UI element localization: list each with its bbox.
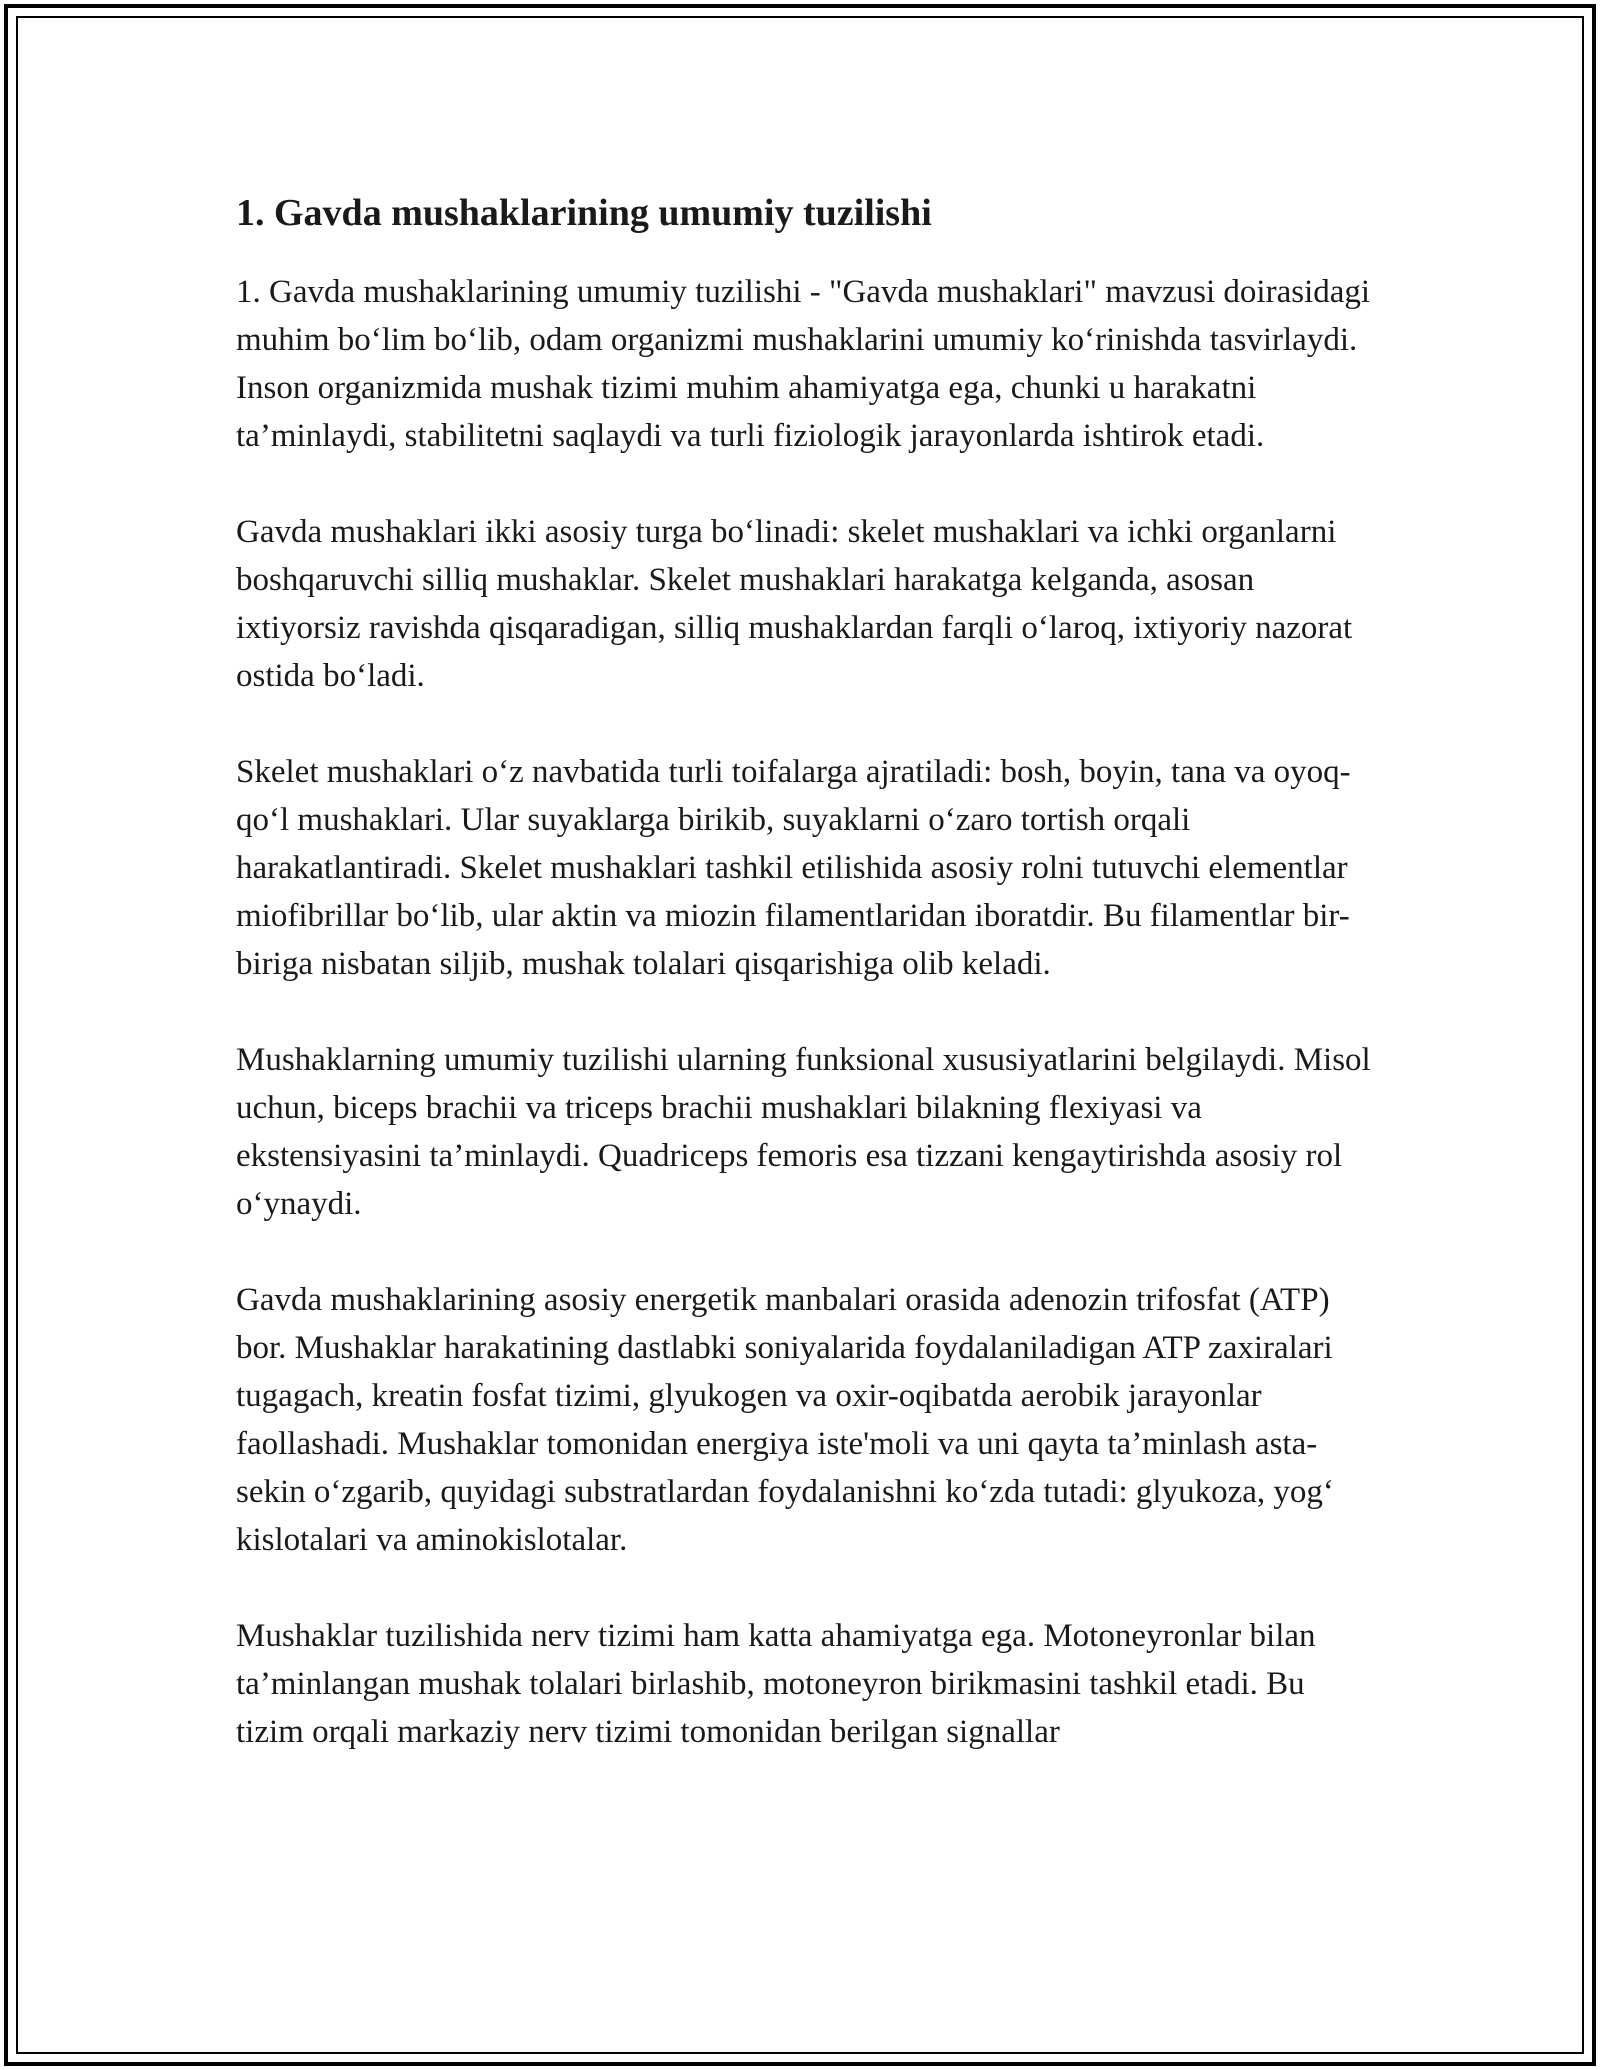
paragraph-3: Skelet mushaklari o‘z navbatida turli toifalarga ajratiladi: bosh, boyin, tana va oyoq-qo‘l mushaklari. Ular suyaklarga birikib, suyaklarni o‘zaro tortish orqali harakatlantiradi. Skelet mushaklari tashkil etilishida asosiy rolni tutuvchi elementlar miofibrillar bo‘lib, ular aktin va miozin filamentlaridan iboratdir. Bu filamentlar bir-biriga nisbatan siljib, mushak tolalari qisqarishiga olib keladi. [236, 754, 1351, 982]
paragraph-4: Mushaklarning umumiy tuzilishi ularning funksional xususiyatlarini belgilaydi. Misol uchun, biceps brachii va triceps brachii mushaklari bilakning flexiyasi va ekstensiyasini ta’minlaydi. Quadriceps femoris esa tizzani kengaytirishda asosiy rol o‘ynaydi. [236, 1042, 1371, 1222]
section-heading: 1. Gavda mushaklarining umumiy tuzilishi [236, 192, 932, 234]
paragraph-5: Gavda mushaklarining asosiy energetik manbalari orasida adenozin trifosfat (ATP) bor. Mushaklar harakatining dastlabki soniyalarida foydalaniladigan ATP zaxiralari tugagach, kreatin fosfat tizimi, glyukogen va oxir-oqibatda aerobik jarayonlar faollashadi. Mushaklar tomonidan energiya iste'moli va uni qayta ta’minlash asta-sekin o‘zgarib, quyidagi substratlardan foydalanishni ko‘zda tutadi: glyukoza, yog‘ kislotalari va aminokislotalar. [236, 1282, 1334, 1558]
paragraph-1: 1. Gavda mushaklarining umumiy tuzilishi - "Gavda mushaklari" mavzusi doirasidagi muhim bo‘lim bo‘lib, odam organizmi mushaklarini umumiy ko‘rinishda tasvirlaydi. Inson organizmida mushak tizimi muhim ahamiyatga ega, chunki u harakatni ta’minlaydi, stabilitetni saqlaydi va turli fiziologik jarayonlarda ishtirok etadi. [236, 274, 1371, 454]
document-content [236, 188, 1376, 1804]
paragraph-2: Gavda mushaklari ikki asosiy turga bo‘linadi: skelet mushaklari va ichki organlarni boshqaruvchi silliq mushaklar. Skelet mushaklari harakatga kelganda, asosan ixtiyorsiz ravishda qisqaradigan, silliq mushaklardan farqli o‘laroq, ixtiyoriy nazorat ostida bo‘ladi. [236, 514, 1353, 694]
paragraph-6: Mushaklar tuzilishida nerv tizimi ham katta ahamiyatga ega. Motoneyronlar bilan ta’minlangan mushak tolalari birlashib, motoneyron birikmasini tashkil etadi. Bu tizim orqali markaziy nerv tizimi tomonidan berilgan signallar [236, 1618, 1316, 1750]
